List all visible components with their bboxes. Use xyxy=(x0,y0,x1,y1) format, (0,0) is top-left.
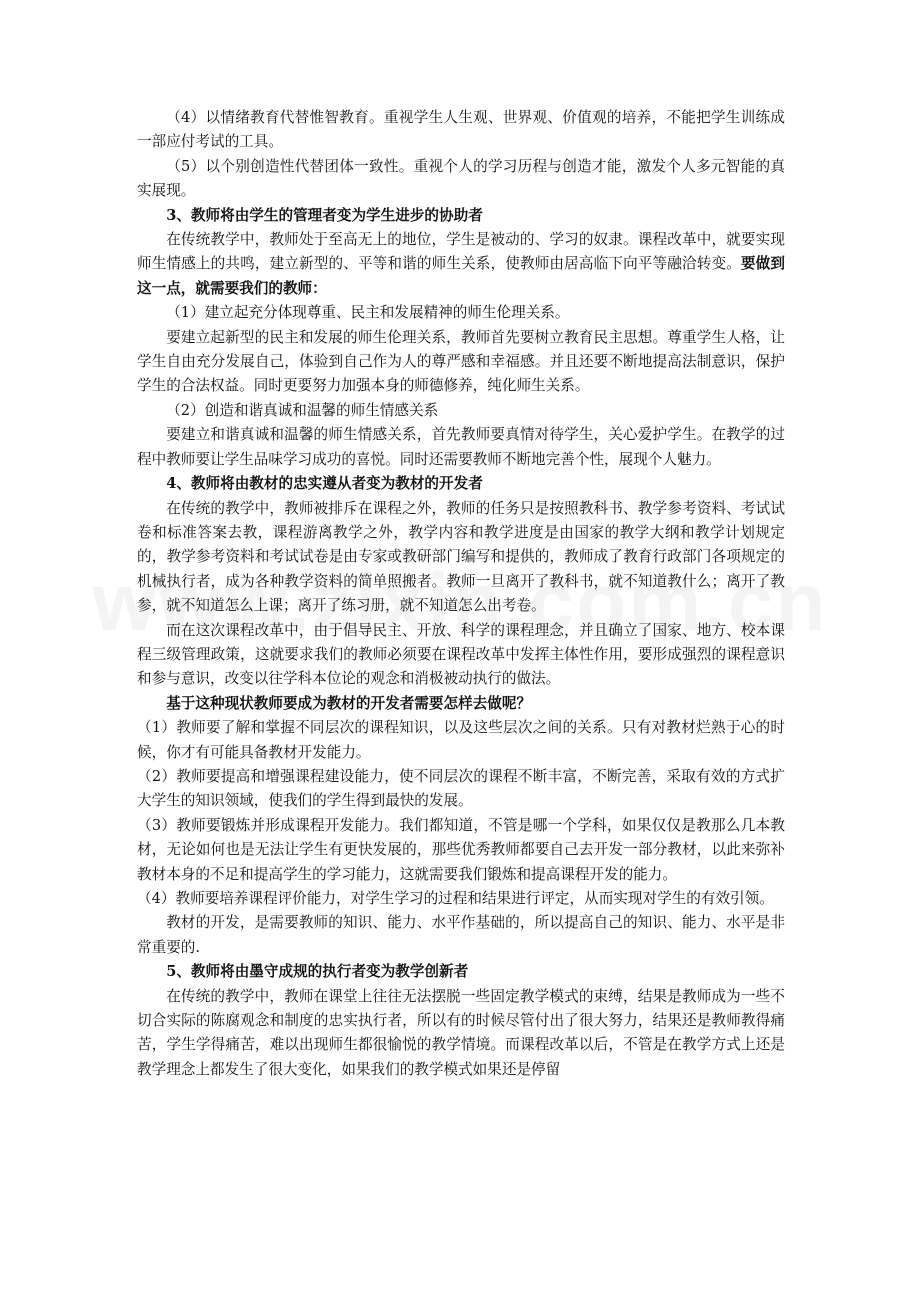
section-heading-4: 4、教师将由教材的忠实遵从者变为教材的开发者 xyxy=(166,475,483,493)
paragraph-section-4-traditional: 在传统的教学中，教师被排斥在课程之外，教师的任务只是按照教科书、教学参考资料、考试试卷和标准答案去教，课程游离教学之外，教学内容和教学进度是由国家的教学大纲和教学计划规定的，教学参考资料和考试试卷是由专家或教研部门编写和提供的，教师成了教育行政部门各项规定的机械执行者，成为各种教学资料的简单照搬者。教师一旦离开了教科书，就不知道教什么；离开了教参，就不知道怎么上课；离开了练习册，就不知道怎么出考卷。 xyxy=(137,499,785,615)
paragraph-text: 在传统教学中，教师处于至高无上的地位，学生是被动的、学习的奴隶。课程改革中，就要实现师生情感上的共鸣，建立新型的、平等和谐的师生关系，使教师由居高临下向平等融洽转变。 xyxy=(137,231,785,273)
paragraph-3-1-body: 要建立起新型的民主和发展的师生伦理关系，教师首先要树立教育民主思想。尊重学生人格，让学生自由充分发展自己，体验到自己作为人的尊严感和幸福感。并且还要不断地提高法制意识，保护学生的合法权益。同时更要努力加强本身的师德修养，纯化师生关系。 xyxy=(137,328,785,395)
paragraph-3-2-body: 要建立和谐真诚和温馨的师生情感关系，首先教师要真情对待学生，关心爱护学生。在教学的过程中教师要让学生品味学习成功的喜悦。同时还需要教师不断地完善个性，展现个人魅力。 xyxy=(137,426,785,468)
list-item-4-2: （2）教师要提高和增强课程建设能力，使不同层次的课程不断丰富，不断完善，采取有效的方式扩大学生的知识领域，使我们的学生得到最快的发展。 xyxy=(137,767,785,810)
paragraph-section-4-reform: 而在这次课程改革中，由于倡导民主、开放、科学的课程理念，并且确立了国家、地方、校本课程三级管理政策，这就要求我们的教师必须要在课程改革中发挥主体性作用，要形成强烈的课程意识和参与意识，改变以往学科本位论的观念和消极被动执行的做法。 xyxy=(137,621,785,688)
subheading-3-2: （2）创造和谐真诚和温馨的师生情感关系 xyxy=(166,401,439,419)
paragraph-section-4-summary: 教材的开发，是需要教师的知识、能力、水平作基础的，所以提高自己的知识、能力、水平是非常重要的. xyxy=(137,914,785,956)
list-item-4-1: （1）教师要了解和掌握不同层次的课程知识，以及这些层次之间的关系。只有对教材烂熟于心的时候，你才有可能具备教材开发能力。 xyxy=(137,719,785,761)
section-4-question-heading: 基于这种现状教师要成为教材的开发者需要怎样去做呢？ xyxy=(166,694,532,712)
list-item-4-3: （3）教师要锻炼并形成课程开发能力。我们都知道，不管是哪一个学科，如果仅仅是教那么几本教材，无论如何也是无法让学生有更快发展的，那些优秀教师都要自己去开发一部分教材，以此来弥补教材本身的不足和提高学生的学习能力，这就需要我们锻炼和提高课程开发的能力。 xyxy=(137,816,785,883)
paragraph-section-5-body: 在传统的教学中，教师在课堂上往往无法摆脱一些固定教学模式的束缚，结果是教师成为一些不切合实际的陈腐观念和制度的忠实执行者，所以有的时候尽管付出了很大努力，结果还是教师教得痛苦，学生学得痛苦，难以出现师生都很愉悦的教学情境。而课程改革以后，不管是在教学方式上还是教学理念上都发生了很大变化，如果我们的教学模式如果还是停留 xyxy=(137,987,785,1078)
list-item-4-4: （4）教师要培养课程评价能力，对学生学习的过程和结果进行评定，从而实现对学生的有效引领。 xyxy=(137,890,774,907)
subheading-3-1: （1）建立起充分体现尊重、民主和发展精神的师生伦理关系。 xyxy=(166,304,570,322)
document-body xyxy=(137,106,785,1082)
section-heading-5: 5、教师将由墨守成规的执行者变为教学创新者 xyxy=(166,963,469,981)
paragraph-bold-tail: 要做到这一点，就需要我们的教师： xyxy=(137,255,785,297)
section-heading-3: 3、教师将由学生的管理者变为学生进步的协助者 xyxy=(166,206,483,224)
paragraph-point-4: （4）以情绪教育代替惟智教育。重视学生人生观、世界观、价值观的培养，不能把学生训练成一部应付考试的工具。 xyxy=(137,109,785,151)
paragraph-point-5: （5）以个别创造性代替团体一致性。重视个人的学习历程与创造才能，激发个人多元智能的真实展现。 xyxy=(137,157,785,200)
paragraph-section-3-intro xyxy=(137,228,785,301)
